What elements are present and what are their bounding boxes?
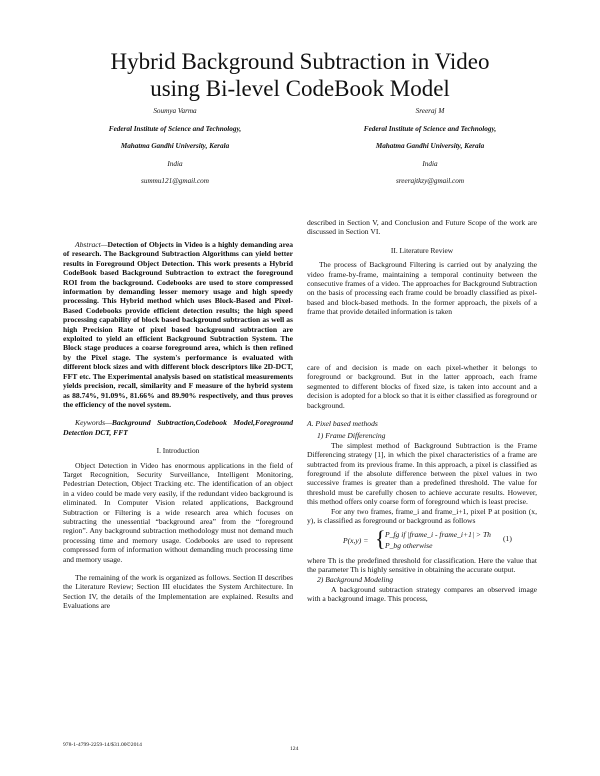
- frame-diff-paragraph: The simplest method of Background Subtraction is the Frame Differencing strategy [1], in which the pixel characteristics of a frame are subtracted from its previous frame. In this approach, a pixel is classified as foreground if the absolute difference between the pixel values in two successive frames is greater than a predefined threshold. The value for threshold must be carefully chosen to achieve accurate results. However, this method offers only coarse form of foreground which is least precise.: [307, 440, 537, 507]
- title-line-2: using Bi-level CodeBook Model: [150, 76, 450, 101]
- equation-1: [307, 525, 537, 554]
- right-column-bottom: [307, 363, 537, 604]
- section-heading-literature-review: II. Literature Review: [390, 245, 454, 255]
- author-affiliation: Federal Institute of Science and Technology,: [363, 124, 497, 133]
- footer-page-number: 124: [290, 746, 299, 752]
- literature-paragraph-1: The process of Background Filtering is carried out by analyzing the video frame-by-frame, maintaining a temporal continuity between the consecutive frames of a video. The approaches for Background Subtraction on the basis of processing each frame could be broadly classified as pixel-based and block-based methods. In the former approach, the pixels of a frame that provide detailed information is taken: [307, 260, 537, 317]
- abstract-label: Abstract—: [75, 240, 108, 249]
- frame-formula-intro: For any two frames, frame_i and frame_i+1, pixel P at position (x, y), is classified as foreground or background as follows: [307, 506, 537, 526]
- author-university: Mahatma Gandhi University, Kerala: [120, 142, 230, 150]
- subsection-background-modeling: 2) Background Modeling: [317, 575, 394, 585]
- author-email: summu121@gmail.com: [141, 177, 209, 185]
- footer-isbn: 978-1-4799-2259-14/$31.00©2014: [63, 742, 142, 748]
- background-modeling-paragraph: A background subtraction strategy compares an observed image with a background image. This process,: [307, 584, 537, 604]
- author-country: India: [422, 159, 438, 168]
- equation-lhs: P(x,y) =: [343, 535, 369, 545]
- literature-paragraph-2: care of and decision is made on each pixel-whether it belongs to foreground or background. But in the latter approach, each frame segmented to different blocks of fixed size, is taken into account and a decision is adopted for a block so that it is either classified as foreground or background.: [307, 363, 537, 410]
- section-heading-introduction: I. Introduction: [156, 446, 200, 456]
- left-column: [63, 240, 293, 611]
- paper-title: [0, 48, 600, 102]
- keywords-text: Background Subtraction,Codebook Model,Foreground Detection DCT, FFT: [63, 418, 293, 437]
- equation-brace: {: [375, 525, 386, 551]
- threshold-paragraph: where Th is the predefined threshold for classification. Here the value that the parameter Th is highly sensitive in obtaining the accurate output.: [307, 555, 537, 574]
- subsection-frame-differencing: 1) Frame Differencing: [317, 431, 386, 441]
- abstract-text: Detection of Objects in Video is a highly demanding area of research. The Background Subtraction Algorithms can yield better results in Foreground Object Detection. This work presents a Hybrid CodeBook based Background Subtraction to extract the foreground ROI from the background. Codebooks are used to store compressed information by demanding lesser memory usage and high speedy processing. This Hybrid method which uses Block-Based and Pixel-Based Codebooks provide efficient detection results; the high speed processing capability of block based background subtraction as well as high Precision Rate of pixel based background subtraction are exploited to yield an efficient Background Subtraction System. The Block stage produces a coarse foreground area, which is then refined by the Pixel stage. The system's performance is evaluated with different block sizes and with different block descriptors like 2D-DCT, FFT etc. The Experimental analysis based on statistical measurements yields precision, recall, similarity and F measure of the hybrid system as 88.74%, 91.09%, 81.66% and 89.90% respectively, and thus proves the efficiency of the novel system.: [63, 240, 293, 409]
- keywords-label: Keywords—: [75, 418, 112, 428]
- author-block-1: [60, 107, 290, 186]
- continued-paragraph: described in Section V, and Conclusion and Future Scope of the work are discussed in Section VI.: [307, 218, 537, 237]
- author-name: Sreeraj M: [415, 107, 445, 115]
- intro-paragraph-2: The remaining of the work is organized as follows. Section II describes the Literature Review; Section III elucidates the System Architecture. In Section IV, the details of the Implementation are explained. Results and Evaluations are: [63, 573, 293, 611]
- author-country: India: [167, 159, 183, 168]
- equation-number: (1): [503, 533, 512, 543]
- keywords: [63, 418, 293, 437]
- author-name: Soumya Varma: [153, 107, 197, 115]
- author-email: sreerajtkzy@gmail.com: [395, 177, 465, 185]
- intro-paragraph-1: Object Detection in Video has enormous applications in the field of Target Recognition, Security Surveillance, Intelligent Monitoring, Pedestrian Detection, Object Tracking etc. The identification of an object in a video could be made very easily, if the redundant video background is eliminated. In Computer Vision related applications, Background Subtraction or Filtering is a wide research area which focuses on subtracting the unessential “background area” from the “foreground region”. Any background subtraction methodology must not demand much processing time and memory usage. Codebooks are used to represent compressed form of information without demanding much processing time and memory usage.: [63, 460, 293, 564]
- equation-case-2: P_bg otherwise: [385, 540, 433, 550]
- subsection-pixel-based: A. Pixel based methods: [307, 419, 378, 429]
- equation-case-1: P_fg if |frame_i - frame_i+1| > Th: [385, 529, 491, 539]
- title-line-1: Hybrid Background Subtraction in Video: [110, 49, 490, 74]
- author-block-2: [315, 107, 545, 186]
- author-affiliation: Federal Institute of Science and Technology,: [108, 124, 242, 133]
- abstract: [63, 240, 293, 409]
- right-column-top: [307, 218, 537, 317]
- author-university: Mahatma Gandhi University, Kerala: [375, 142, 485, 150]
